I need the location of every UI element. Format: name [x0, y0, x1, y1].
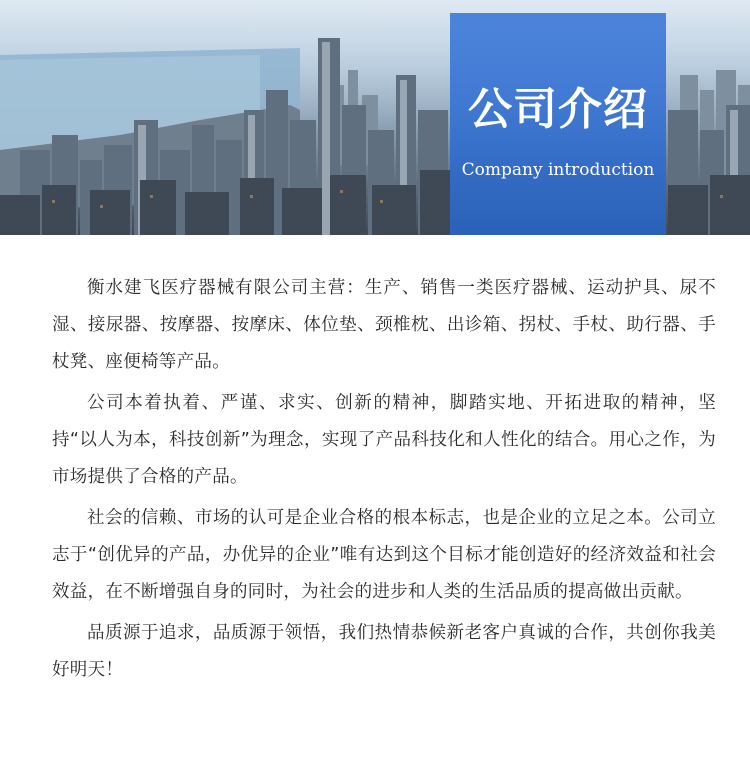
title-overlay: [450, 13, 666, 235]
paragraph-company-goal: 社会的信赖、市场的认可是企业合格的根本标志，也是企业的立足之本。公司立志于“创优异的产品，办优异的企业”唯有达到这个目标才能创造好的经济效益和社会效益，在不断增强自身的同时，为社会的进步和人类的生活品质的提高做出贡献。: [52, 508, 716, 602]
company-intro-text: [52, 270, 716, 693]
city-skyline-banner: [0, 0, 750, 235]
paragraph-business-scope: 衡水建飞医疗器械有限公司主营：生产、销售一类医疗器械、运动护具、尿不湿、接尿器、按摩器、按摩床、体位垫、颈椎枕、出诊箱、拐杖、手杖、助行器、手杖凳、座便椅等产品。: [52, 278, 716, 372]
section-title: 公司介绍: [468, 84, 648, 135]
paragraph-company-spirit: 公司本着执着、严谨、求实、创新的精神，脚踏实地、开拓进取的精神，坚持“以人为本，科技创新”为理念，实现了产品科技化和人性化的结合。用心之作，为市场提供了合格的产品。: [52, 393, 716, 487]
section-subtitle: Company introduction: [461, 160, 655, 180]
paragraph-invitation: 品质源于追求，品质源于领悟，我们热情恭候新老客户真诚的合作，共创你我美好明天！: [52, 623, 716, 680]
